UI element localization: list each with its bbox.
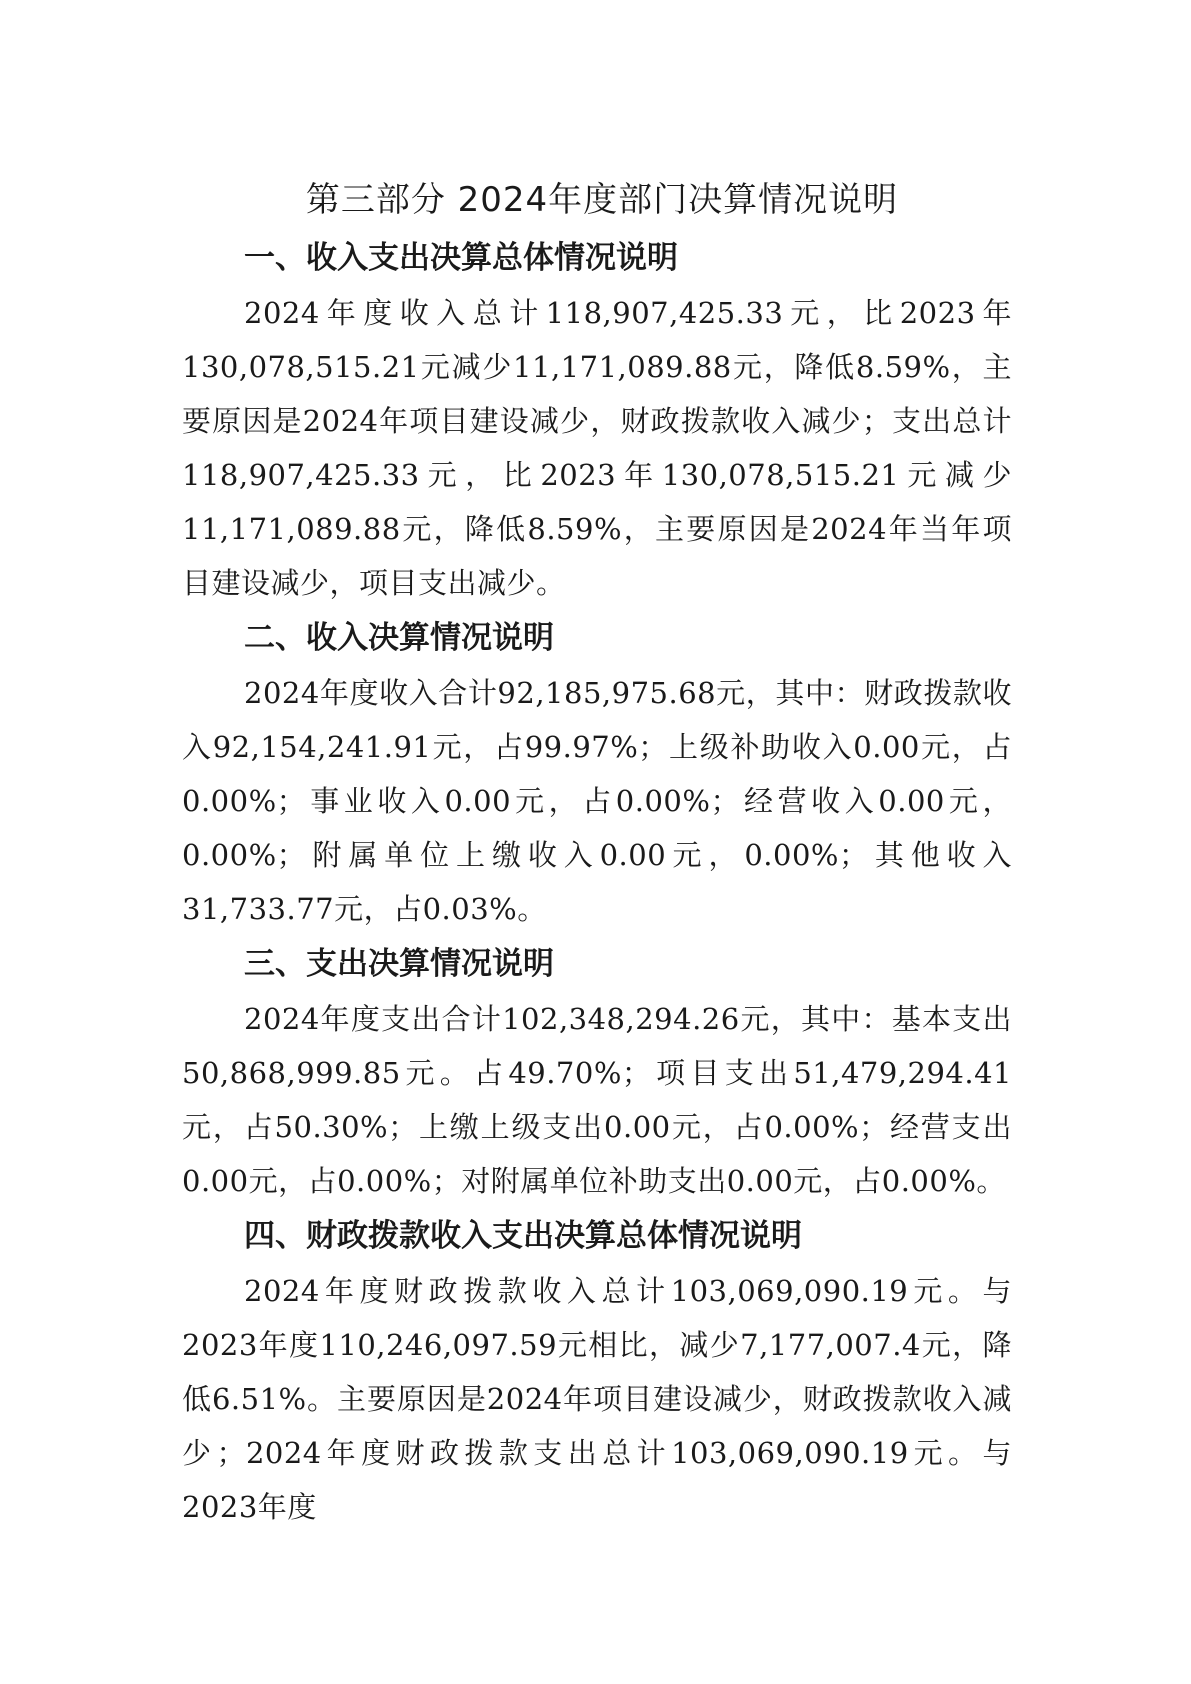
section-body-3: 2024年度支出合计102,348,294.26元，其中：基本支出50,868,999.85元。占49.70%；项目支出51,479,294.41元，占50.30%；上缴上级支出0.00元，占0.00%；经营支出0.00元，占0.00%；对附属单位补助支出0.00元，占0.00%。 (182, 1002, 1012, 1198)
document-title: 第三部分 2024年度部门决算情况说明 (305, 180, 899, 220)
section-body-4: 2024年度财政拨款收入总计103,069,090.19元。与2023年度110,246,097.59元相比，减少7,177,007.4元，降低6.51%。主要原因是2024年项目建设减少，财政拨款收入减少；2024年度财政拨款支出总计103,069,090.19元。与2023年度 (182, 1274, 1012, 1524)
section-heading-4: 四、财政拨款收入支出决算总体情况说明 (244, 1218, 802, 1254)
section-heading-1: 一、收入支出决算总体情况说明 (244, 240, 678, 276)
section-heading-2: 二、收入决算情况说明 (244, 620, 554, 656)
document-page (182, 170, 1012, 1534)
section-body-1: 2024年度收入总计118,907,425.33元，比2023年130,078,515.21元减少11,171,089.88元，降低8.59%，主要原因是2024年项目建设减少，财政拨款收入减少；支出总计118,907,425.33元，比2023年130,078,515.21元减少11,171,089.88元，降低8.59%，主要原因是2024年当年项目建设减少，项目支出减少。 (182, 296, 1012, 600)
section-heading-3: 三、支出决算情况说明 (244, 946, 554, 982)
section-body-2: 2024年度收入合计92,185,975.68元，其中：财政拨款收入92,154,241.91元，占99.97%；上级补助收入0.00元，占0.00%；事业收入0.00元，占0.00%；经营收入0.00元，0.00%；附属单位上缴收入0.00元，0.00%；其他收入31,733.77元，占0.03%。 (182, 676, 1012, 926)
